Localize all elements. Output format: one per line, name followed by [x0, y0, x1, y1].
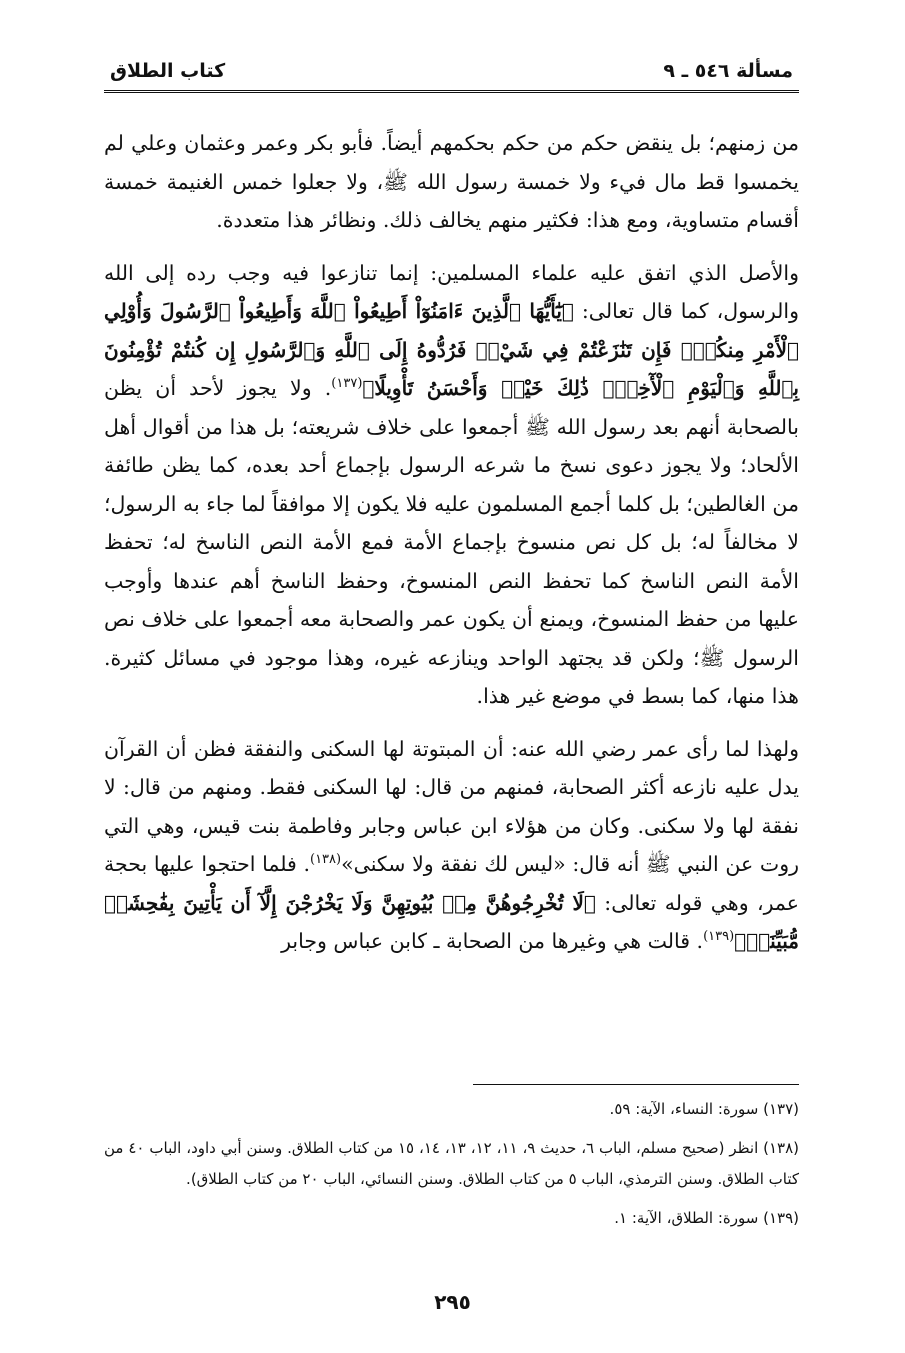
footnote-ref-139[interactable]: (١٣٩)	[703, 929, 735, 945]
quran-verse-talaq: ﴿لَا تُخْرِجُوهُنَّ مِنۢ بُيُوتِهِنَّ وَلَا يَخْرُجْنَ إِلَّآ أَن يَأْتِينَ بِفَٰحِشَةٖ مُّبَيِّنَةٖ﴾	[104, 890, 799, 953]
paragraph-1	[104, 124, 799, 240]
page-number: ٢٩٥	[434, 1290, 471, 1314]
issue-label: مسألة ٥٤٦ ـ ٩	[663, 60, 793, 82]
quran-verse-nisa: ﴿يَٰٓأَيُّهَا ٱلَّذِينَ ءَامَنُوٓاْ أَطِيعُواْ ٱللَّهَ وَأَطِيعُواْ ٱلرَّسُولَ وَأُوْلِي ٱلْأَمْرِ مِنكُمْۖ فَإِن تَنَٰزَعْتُمْ فِي شَيْءٖ فَرُدُّوهُ إِلَى ٱللَّهِ وَٱلرَّسُولِ إِن كُنتُمْ تُؤْمِنُونَ بِٱللَّهِ وَٱلْيَوْمِ ٱلْأٓخِرِۚ ذَٰلِكَ خَيْرٞ وَأَحْسَنُ تَأْوِيلًا﴾	[104, 299, 799, 400]
footnote-138: (١٣٨) انظر (صحيح مسلم، الباب ٦، حديث ٩، ١١، ١٢، ١٣، ١٤، ١٥ من كتاب الطلاق. وسنن أبي داود، الباب ٤٠ من كتاب الطلاق. وسنن الترمذي، الباب ٥ من كتاب الطلاق. وسنن النسائي، الباب ٢٠ من كتاب الطلاق).	[104, 1139, 800, 1188]
paragraph-1-text: من زمنهم؛ بل ينقض حكم من حكم بحكمهم أيضاً. فأبو بكر وعمر وعثمان وعلي لم يخمسوا قط مال فيء ولا خمسة رسول الله ﷺ، ولا جعلوا خمس الغنيمة خمسة أقسام متساوية، ومع هذا: فكثير منهم يخالف ذلك. ونظائر هذا متعددة.	[104, 131, 799, 232]
footnote-137: (١٣٧) سورة: النساء، الآية: ٥٩.	[609, 1100, 799, 1118]
running-header	[104, 56, 799, 93]
footnotes	[104, 1094, 799, 1242]
paragraph-3-rest: . قالت هي وغيرها من الصحابة ـ كابن عباس وجابر	[281, 929, 704, 953]
footnote-139: (١٣٩) سورة: الطلاق، الآية: ١.	[614, 1209, 799, 1227]
paragraph-3-mid: . فلما احتجوا عليها بحجة عمر، وهي قوله تعالى:	[104, 852, 799, 915]
footnote-ref-138[interactable]: (١٣٨)	[309, 852, 342, 868]
paragraph-2-rest: . ولا يجوز لأحد أن يظن بالصحابة أنهم بعد رسول الله ﷺ أجمعوا على خلاف شريعته؛ بل هذا من أقوال أهل الألحاد؛ ولا يجوز دعوى نسخ ما شرعه الرسول بإجماع أحد بعده، كما يظن طائفة من الغالطين؛ بل كلما أجمع المسلمون عليه فلا يكون إلا موافقاً لما جاء به الرسول؛ لا مخالفاً له؛ بل كل نص منسوخ بإجماع الأمة فمع الأمة النص الناسخ له؛ تحفظ الأمة النص الناسخ كما تحفظ النص المنسوخ، وحفظ الناسخ أهم عندها وأوجب عليها من حفظ المنسوخ، ويمنع أن يكون عمر والصحابة معه أجمعوا على خلاف نص الرسول ﷺ؛ ولكن قد يجتهد الواحد وينازعه غيره، وهذا موجود في مسائل كثيرة. هذا منها، كما بسط في موضع غير هذا.	[104, 376, 799, 708]
paragraph-2-intro: والأصل الذي اتفق عليه علماء المسلمين: إنما تنازعوا فيه وجب رده إلى الله والرسول، كما قال تعالى:	[104, 260, 800, 323]
paragraph-3	[104, 730, 799, 961]
book-title: كتاب الطلاق	[110, 60, 226, 82]
footnote-separator	[473, 1084, 799, 1085]
footnote-ref-137[interactable]: (١٣٧)	[331, 376, 363, 392]
paragraph-2	[104, 254, 799, 716]
paragraph-3-intro: ولهذا لما رأى عمر رضي الله عنه: أن المبتوتة لها السكنى والنفقة فظن أن القرآن يدل عليه نازعه أكثر الصحابة، فمنهم من قال: لها السكنى فقط. ومنهم من قال: لا نفقة لها ولا سكنى. وكان من هؤلاء ابن عباس وجابر وفاطمة بنت قيس، وهي التي روت عن النبي ﷺ أنه قال: «ليس لك نفقة ولا سكنى»	[104, 736, 799, 876]
main-text	[104, 124, 799, 975]
